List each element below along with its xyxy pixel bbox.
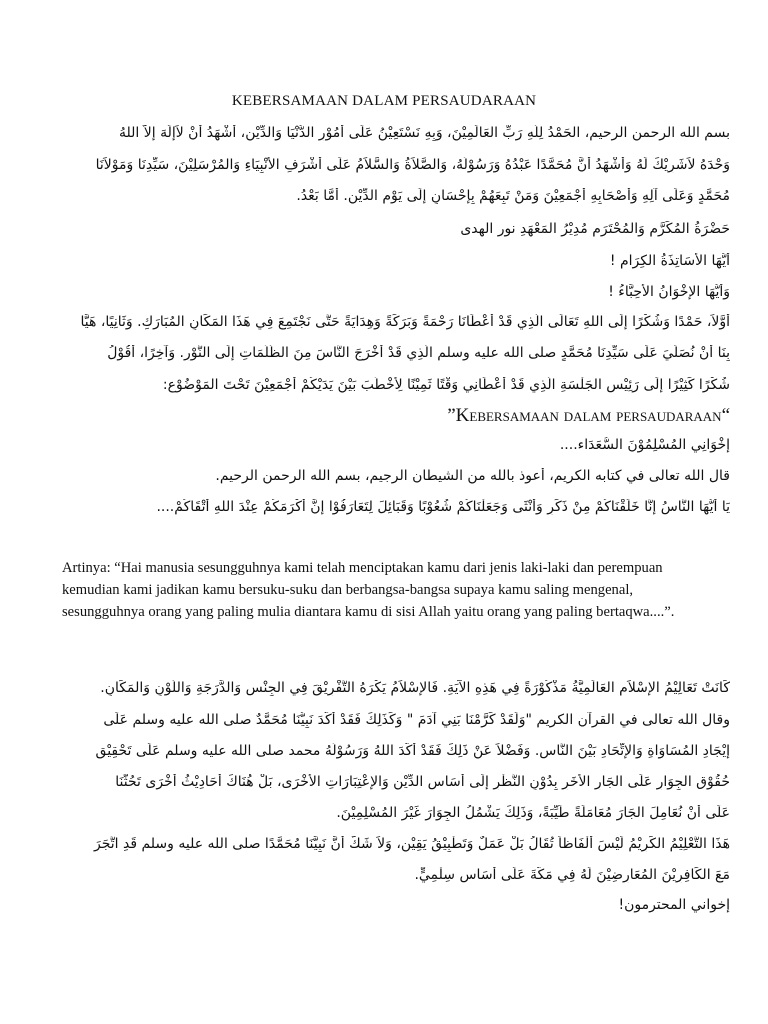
body-line-2: وقال الله تعالى في القرآن الكريم "وَلَقَدْ كَرَّمْنَا بَنِي آدَمَ " وَكَذَلِكَ فَقَدْ أَكَّدَ نَبِيُّنَا مُحَمَّدٌ صلى الله عليه وسلم عَلَى — [103, 712, 730, 728]
address-line-3: وَأَيُّهَا الإِخْوَانُ الأَحِبَّاءُ ! — [608, 284, 730, 300]
body-line-3: إِيْجَادِ المُسَاوَاةِ وَالإِتِّحَادِ بَيْنَ النَّاسِ. وَفَضْلاً عَنْ ذَلِكَ فَقَدْ أَكَّدَ اللهُ وَرَسُوْلُهُ محمد صلى الله عليه وسلم عَلَى تَحْقِيْقِ — [95, 743, 730, 759]
document-title: KEBERSAMAAN DALAM PERSAUDARAAN — [231, 93, 537, 109]
body-line-4: حُقُوْقِ الجِوَارِ عَلَى الجَارِ الأَخَرِ بِدُوْنِ النَّظْرِ إِلَى أَسَاسِ الدِّيْنِ وَالإِعْتِبَارَاتِ الأُخْرَى، بَلْ هُنَاكَ أَحَادِيْثُ أُخْرَى تَحُثُّنَا — [115, 774, 730, 790]
intro-line-3: شُكْرًا كَثِيْرًا إِلَى رَئِيْسِ الجَلْسَةِ الَّذِي قَدْ أَعْطَانِي وَقْتًا ثَمِيْنًا لِأَخْطُبَ بَيْنَ يَدَيْكُمْ أَجْمَعِيْنَ تَحْتَ المَوْضُوْعِ: — [162, 377, 730, 393]
body-line-1: كَانَتْ تَعَالِيْمُ الإِسْلاَمِ العَالَمِيَّةُ مَذْكُوْرَةً فِي هَذِهِ الآيَةِ. فَالإِسْلاَمُ يَكْرَهُ التَّفْرِيْقَ فِي الجِنْسِ وَالدَّرَجَةِ وَاللَّوْنِ وَالمَكَانِ. — [100, 680, 730, 696]
body-line-8: إخواني المحترمون! — [618, 897, 730, 913]
address-line-1: حَضْرَةُ المُكَرَّمِ وَالمُحْتَرَمِ مُدِيْرُ المَعْهَدِ نور الهدى — [460, 221, 730, 237]
quote-intro-line: قال الله تعالى في كتابه الكريم، أعوذ بالله من الشيطان الرجيم، بسم الله الرحمن الرحيم. — [215, 468, 730, 484]
opening-line-3: مُحَمَّدٍ وَعَلَى آلِهِ وَأَصْحَابِهِ أَجْمَعِيْنَ وَمَنْ تَبِعَهُمْ بِإِحْسَانٍ إِلَى يَوْمِ الدِّيْنِ. أَمَّا بَعْدُ. — [296, 188, 730, 204]
address-line-2: أَيُّهَا الأَسَاتِذَةُ الكِرَامِ ! — [609, 253, 730, 269]
opening-line-2: وَحْدَهُ لاَشَرِيْكَ لَهُ وَأَشْهَدُ أَنَّ مُحَمَّدًا عَبْدُهُ وَرَسُوْلُهُ، وَالصَّلاَةُ وَالسَّلاَمُ عَلَى أَشْرَفِ الأَنْبِيَاءِ وَالمُرْسَلِيْنَ، سَيِّدِنَا وَمَوْلاَنَا — [95, 157, 730, 173]
speech-subtitle: ”Kebersamaan dalam persaudaraan“ — [447, 405, 730, 426]
opening-line-1: بسم الله الرحمن الرحيم، الحَمْدُ لِلَّهِ رَبِّ العَالَمِيْنَ، وَبِهِ نَسْتَعِيْنُ عَلَى أُمُوْرِ الدُّنْيَا وَالدِّيْنِ، أَشْهَدُ أَنْ لاَإِلَهَ إِلاَّ اللهُ — [119, 125, 730, 141]
body-line-6: هَذَا التَّعْلِيْمُ الكَرِيْمُ لَيْسَ أَلْفَاظاً تُقَالُ بَلْ عَمَلٌ وَتَطْبِيْقُ يَقِيْنٍ، وَلاَ شَكَّ أَنَّ نَبِيَّنَا مُحَمَّدًا صلى الله عليه وسلم قَدِ اتَّجَرَ — [93, 836, 730, 852]
greeting-line: إِخْوَانِي المُسْلِمُوْنَ السُّعَدَاء.... — [559, 437, 730, 453]
quran-verse-line: يَا أَيُّهَا النَّاسُ إِنَّا خَلَقْنَاكُمْ مِنْ ذَكَرٍ وَأُنْثَى وَجَعَلْنَاكُمْ شُعُوْبًا وَقَبَائِلَ لِتَعَارَفُوْا إِنَّ أَكْرَمَكُمْ عِنْدَ اللهِ أَتْقَاكُمْ.... — [156, 499, 730, 515]
intro-line-2: بِنَا أَنْ نُصَلِّيَ عَلَى سَيِّدِنَا مُحَمَّدٍ صلى الله عليه وسلم الَّذِي قَدْ أَخْرَجَ النَّاسَ مِنَ الظُّلُمَاتِ إِلَى النُّوْرِ. وَآخِرًا، أَقُوْلُ — [107, 345, 730, 361]
intro-line-1: أَوَّلاً، حَمْدًا وَشُكْرًا إِلَى اللهِ تَعَالَى الَّذِي قَدْ أَعْطَانَا رَحْمَةً وَبَرَكَةً وَهِدَايَةً حَتَّى نَجْتَمِعَ فِي هَذَا المَكَانِ المُبَارَكِ. وَثَانِيًا، هَيَّا — [80, 314, 730, 330]
verse-translation: Artinya: “Hai manusia sesungguhnya kami telah menciptakan kamu dari jenis laki-laki dan perempuan kemudian kami jadikan kamu bersuku-suku dan berbangsa-bangsa supaya kamu saling mengenal, sesungguhnya orang yang paling mulia diantara kamu di sisi Allah yaitu orang yang paling bertaqwa....”. — [62, 560, 675, 620]
body-line-5: عَلَى أَنْ نُعَامِلَ الجَارَ مُعَامَلَةً طَيِّبَةً، وَذَلِكَ يَشْمُلُ الجِوَارَ غَيْرَ المُسْلِمِيْنَ. — [336, 805, 730, 821]
body-line-7: مَعَ الكَافِرِيْنَ المُعَارِضِيْنَ لَهُ فِي مَكَّةَ عَلَى أَسَاسٍ سِلْمِيٍّ. — [414, 867, 730, 883]
